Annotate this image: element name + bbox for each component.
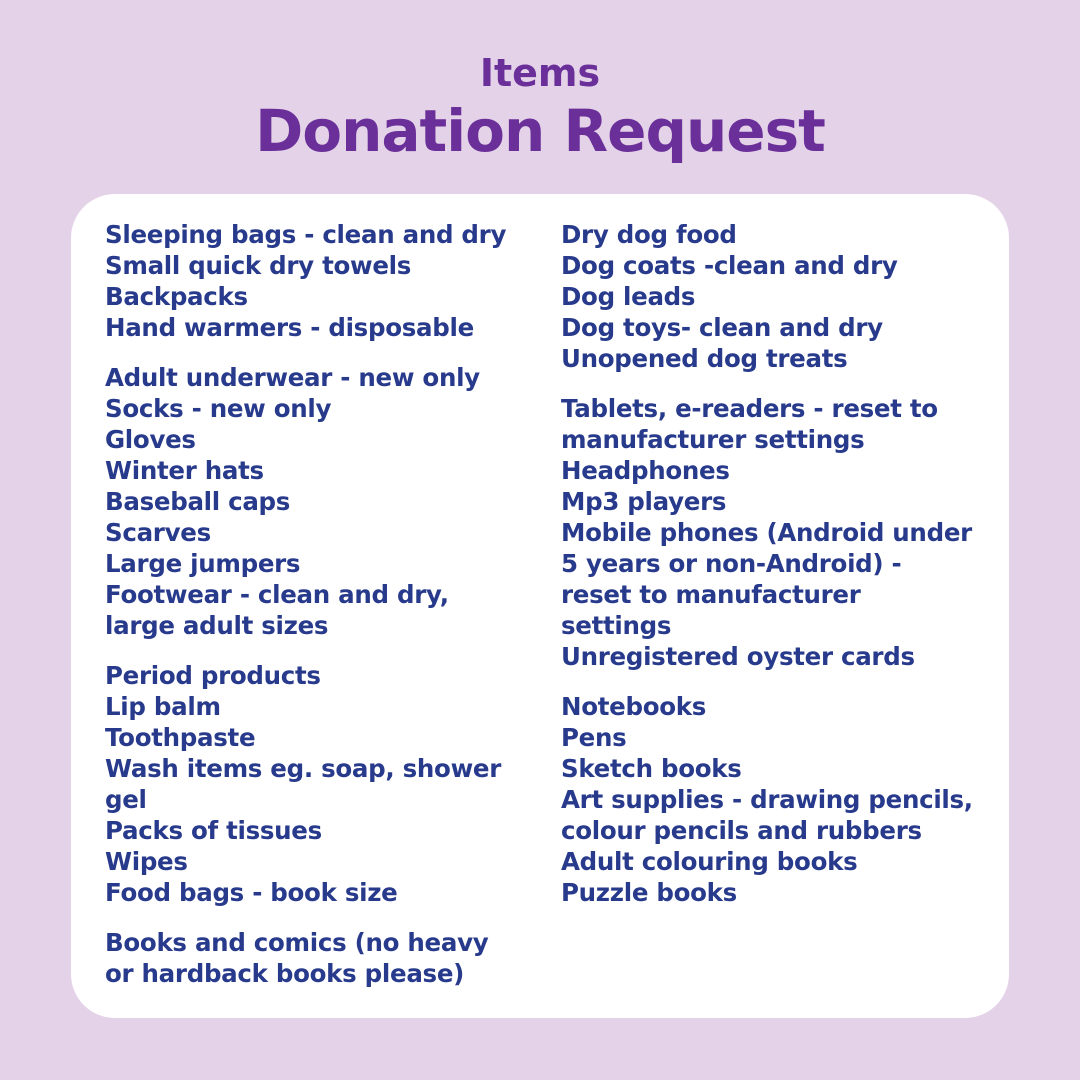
list-item: Unopened dog treats (561, 344, 848, 373)
list-item: reset to manufacturer (561, 580, 861, 609)
list-item: Mobile phones (Android under (561, 518, 972, 547)
list-item: Baseball caps (105, 487, 291, 516)
list-item: Lip balm (105, 692, 221, 721)
list-item: Hand warmers - disposable (105, 313, 474, 342)
list-item: Socks - new only (105, 394, 332, 423)
list-item: Wash items eg. soap, shower (105, 754, 502, 783)
item-group (105, 362, 535, 641)
list-item: Food bags - book size (105, 878, 398, 907)
list-item: Scarves (105, 518, 211, 547)
list-item: Dog leads (561, 282, 696, 311)
list-item: settings (561, 611, 672, 640)
list-item: Dog toys- clean and dry (561, 313, 883, 342)
item-group (105, 660, 535, 908)
list-item: colour pencils and rubbers (561, 816, 922, 845)
list-item: manufacturer settings (561, 425, 865, 454)
list-item: Books and comics (no heavy (105, 928, 489, 957)
list-item: Toothpaste (105, 723, 256, 752)
list-item: Tablets, e-readers - reset to (561, 394, 938, 423)
page-subtitle: Items (479, 51, 601, 95)
list-item: Backpacks (105, 282, 248, 311)
list-item: Small quick dry towels (105, 251, 412, 280)
list-item: Headphones (561, 456, 730, 485)
list-item: Wipes (105, 847, 188, 876)
list-item: large adult sizes (105, 611, 329, 640)
list-item: Sleeping bags - clean and dry (105, 220, 507, 249)
item-group (105, 219, 535, 343)
list-item: Dry dog food (561, 220, 737, 249)
donation-list-card (71, 194, 1009, 1018)
list-item: Packs of tissues (105, 816, 322, 845)
right-column (561, 219, 991, 927)
list-item: Puzzle books (561, 878, 737, 907)
list-item: Dog coats -clean and dry (561, 251, 898, 280)
list-item: 5 years or non-Android) - (561, 549, 902, 578)
left-column (105, 219, 535, 1008)
item-group (561, 219, 991, 374)
list-item: Gloves (105, 425, 196, 454)
list-item: Sketch books (561, 754, 742, 783)
item-group (561, 393, 991, 672)
list-item: Period products (105, 661, 321, 690)
list-item: Notebooks (561, 692, 707, 721)
list-item: Adult underwear - new only (105, 363, 480, 392)
list-item: Large jumpers (105, 549, 301, 578)
list-item: Art supplies - drawing pencils, (561, 785, 973, 814)
item-group (561, 691, 991, 908)
item-group (105, 927, 535, 989)
list-item: Winter hats (105, 456, 264, 485)
list-item: Footwear - clean and dry, (105, 580, 449, 609)
list-item: Mp3 players (561, 487, 727, 516)
list-item: Pens (561, 723, 627, 752)
list-item: Unregistered oyster cards (561, 642, 915, 671)
list-item: or hardback books please) (105, 959, 465, 988)
list-item: Adult colouring books (561, 847, 858, 876)
page-title: Donation Request (255, 97, 825, 165)
list-item: gel (105, 785, 147, 814)
